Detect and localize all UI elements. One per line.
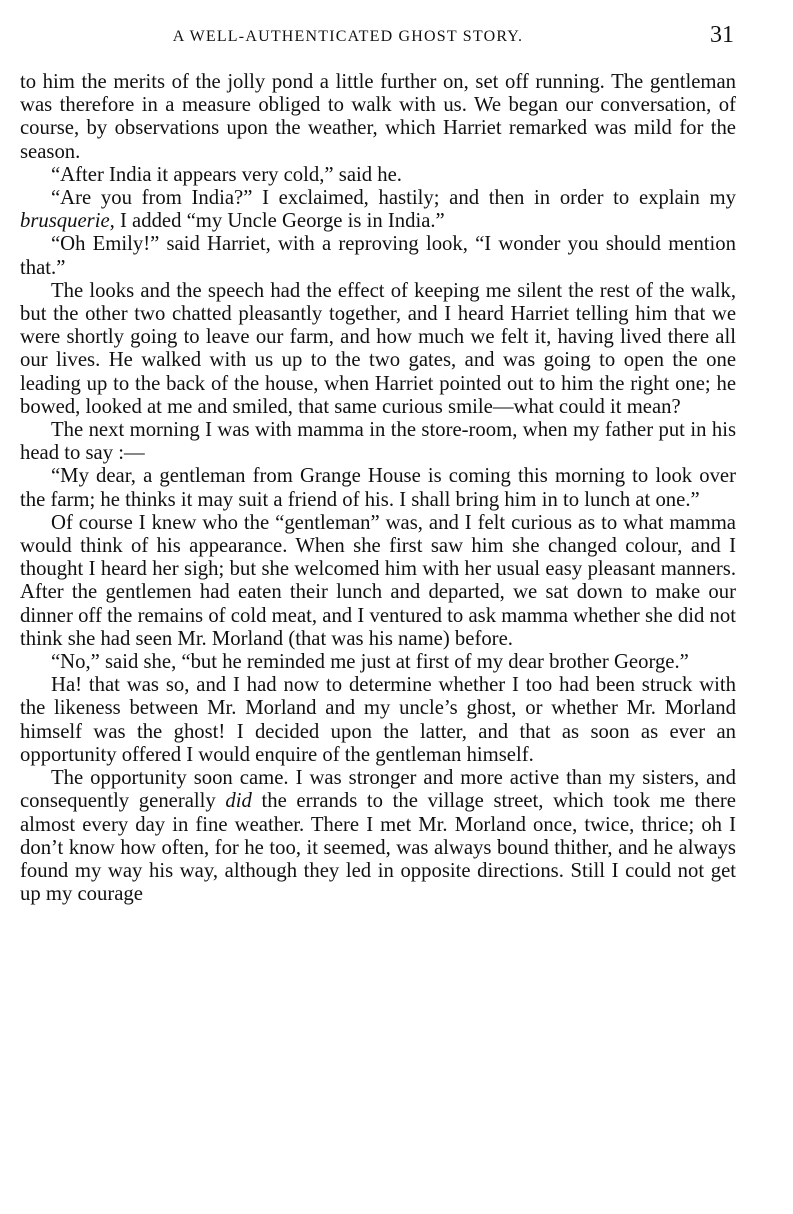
paragraph <box>20 164 736 187</box>
text-run: The opportunity soon came. I was stronger and more active than my sisters, and consequently generally <box>20 767 736 813</box>
text-run: I added “my Uncle George is in India.” <box>114 210 445 233</box>
text-run: Ha! that was so, and I had now to determine whether I too had been struck with the likeness between Mr. Morland and my uncle’s ghost, or whether Mr. Morland himself was the ghost! I decided upon the latter, and that as soon as ever an opportunity offered I would enquire of the gentleman himself. <box>20 674 736 766</box>
paragraph <box>20 233 736 279</box>
paragraph <box>20 651 736 674</box>
text-run: “No,” said she, “but he reminded me just at first of my dear brother George.” <box>51 651 689 674</box>
text-run: “My dear, a gentleman from Grange House is coming this morning to look over the farm; he thinks it may suit a friend of his. I shall bring him in to lunch at one.” <box>20 465 736 511</box>
body-text <box>20 71 736 906</box>
italic-text: did <box>225 790 252 813</box>
paragraph <box>20 71 736 164</box>
running-title: A WELL-AUTHENTICATED GHOST STORY. <box>172 28 524 45</box>
paragraph <box>20 512 736 651</box>
text-run: the errands to the village street, which took me there almost every day in fine weather. There I met Mr. Morland once, twice, thrice; oh I don’t know how often, for he too, it seemed, was always bound thither, and he always found my way his way, although they led in opposite directions. Still I could not get up my courage <box>20 790 736 906</box>
text-run: The looks and the speech had the effect of keeping me silent the rest of the walk, but the other two chatted pleasantly together, and I heard Harriet telling him that we were shortly going to leave our farm, and how much we felt it, having lived there all our lives. He walked with us up to the two gates, and was going to open the one leading up to the back of the house, when Harriet pointed out to him the right one; he bowed, looked at me and smiled, that same curious smile—what could it mean? <box>20 279 736 418</box>
paragraph <box>20 465 736 511</box>
text-run: The next morning I was with mamma in the store-room, when my father put in his head to say :— <box>20 419 736 465</box>
italic-text: brusquerie, <box>20 210 115 233</box>
paragraph <box>20 280 736 419</box>
book-page <box>20 20 736 906</box>
page-number: 31 <box>710 22 734 48</box>
text-run: “After India it appears very cold,” said he. <box>51 163 402 186</box>
text-run: “Oh Emily!” said Harriet, with a reproving look, “I wonder you should mention that.” <box>20 233 736 279</box>
paragraph <box>20 419 736 465</box>
paragraph <box>20 674 736 767</box>
running-head <box>20 20 736 56</box>
paragraph <box>20 187 736 233</box>
text-run: to him the merits of the jolly pond a little further on, set off running. The gentleman was therefore in a measure obliged to walk with us. We began our conversation, of course, by observations upon the weather, which Harriet remarked was mild for the season. <box>20 71 736 163</box>
text-run: Of course I knew who the “gentleman” was, and I felt curious as to what mamma would think of his appearance. When she first saw him she changed colour, and I thought I heard her sigh; but she welcomed him with her usual easy pleasant manners. After the gentlemen had eaten their lunch and departed, we sat down to make our dinner off the remains of cold meat, and I ventured to ask mamma whether she did not think she had seen Mr. Morland (that was his name) before. <box>20 511 736 650</box>
text-run: “Are you from India?” I exclaimed, hastily; and then in order to explain my <box>51 187 736 210</box>
paragraph <box>20 767 736 906</box>
